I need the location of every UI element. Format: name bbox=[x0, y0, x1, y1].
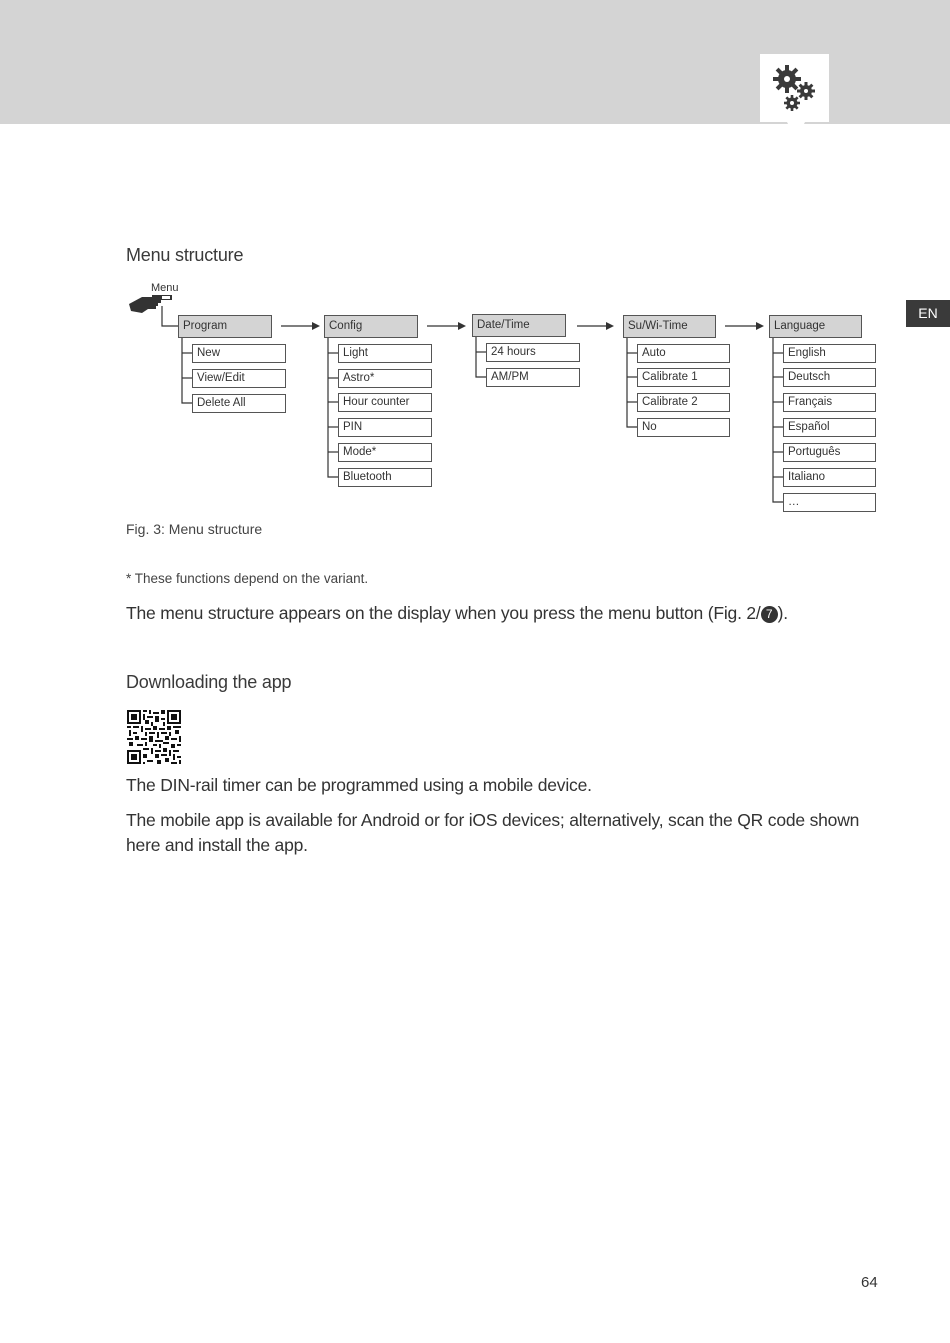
menu-paragraph-text: The menu structure appears on the display when you press the menu button (Fig. 2/ bbox=[126, 603, 761, 623]
download-paragraph-1: The DIN-rail timer can be programmed using a mobile device. bbox=[126, 775, 592, 795]
menu-language: Language bbox=[769, 315, 862, 338]
menu-program: Program bbox=[178, 315, 272, 338]
download-heading: Downloading the app bbox=[126, 672, 292, 692]
menu-date-time: Date/Time bbox=[472, 314, 566, 337]
menu-item: Delete All bbox=[192, 394, 286, 413]
callout-badge: 7 bbox=[761, 606, 778, 623]
menu-item: AM/PM bbox=[486, 368, 580, 387]
gears-icon bbox=[770, 62, 820, 114]
menu-item: Português bbox=[783, 443, 876, 462]
menu-item: Bluetooth bbox=[338, 468, 432, 487]
menu-item: New bbox=[192, 344, 286, 363]
menu-item: 24 hours bbox=[486, 343, 580, 362]
menu-item: Hour counter bbox=[338, 393, 432, 412]
page-number: 64 bbox=[861, 1274, 878, 1291]
menu-item: Auto bbox=[637, 344, 730, 363]
qr-code-image bbox=[127, 710, 181, 764]
section-tab bbox=[760, 54, 829, 122]
menu-structure-heading: Menu structure bbox=[126, 245, 244, 265]
menu-item: Français bbox=[783, 393, 876, 412]
menu-item: Light bbox=[338, 344, 432, 363]
menu-item: Mode* bbox=[338, 443, 432, 462]
menu-item: Calibrate 2 bbox=[637, 393, 730, 412]
menu-item: Deutsch bbox=[783, 368, 876, 387]
footnote: * These functions depend on the variant. bbox=[126, 571, 369, 586]
menu-item: View/Edit bbox=[192, 369, 286, 388]
menu-paragraph bbox=[126, 601, 886, 626]
menu-item: … bbox=[783, 493, 876, 512]
figure-caption: Fig. 3: Menu structure bbox=[126, 521, 263, 537]
section-tab-pointer bbox=[787, 122, 805, 139]
menu-paragraph-end: ). bbox=[777, 603, 788, 623]
menu-item: Astro* bbox=[338, 369, 432, 388]
menu-config: Config bbox=[324, 315, 418, 338]
language-tab: EN bbox=[906, 300, 950, 327]
menu-item: No bbox=[637, 418, 730, 437]
menu-item: PIN bbox=[338, 418, 432, 437]
pointing-hand-icon bbox=[128, 293, 172, 315]
menu-item: English bbox=[783, 344, 876, 363]
menu-item: Calibrate 1 bbox=[637, 368, 730, 387]
download-paragraph-2: The mobile app is available for Android or for iOS devices; alternatively, scan the QR code shown here and install the app. bbox=[126, 810, 860, 855]
menu-item: Italiano bbox=[783, 468, 876, 487]
menu-label: Menu bbox=[151, 282, 179, 294]
menu-item: Español bbox=[783, 418, 876, 437]
menu-su-wi-time: Su/Wi-Time bbox=[623, 315, 716, 338]
